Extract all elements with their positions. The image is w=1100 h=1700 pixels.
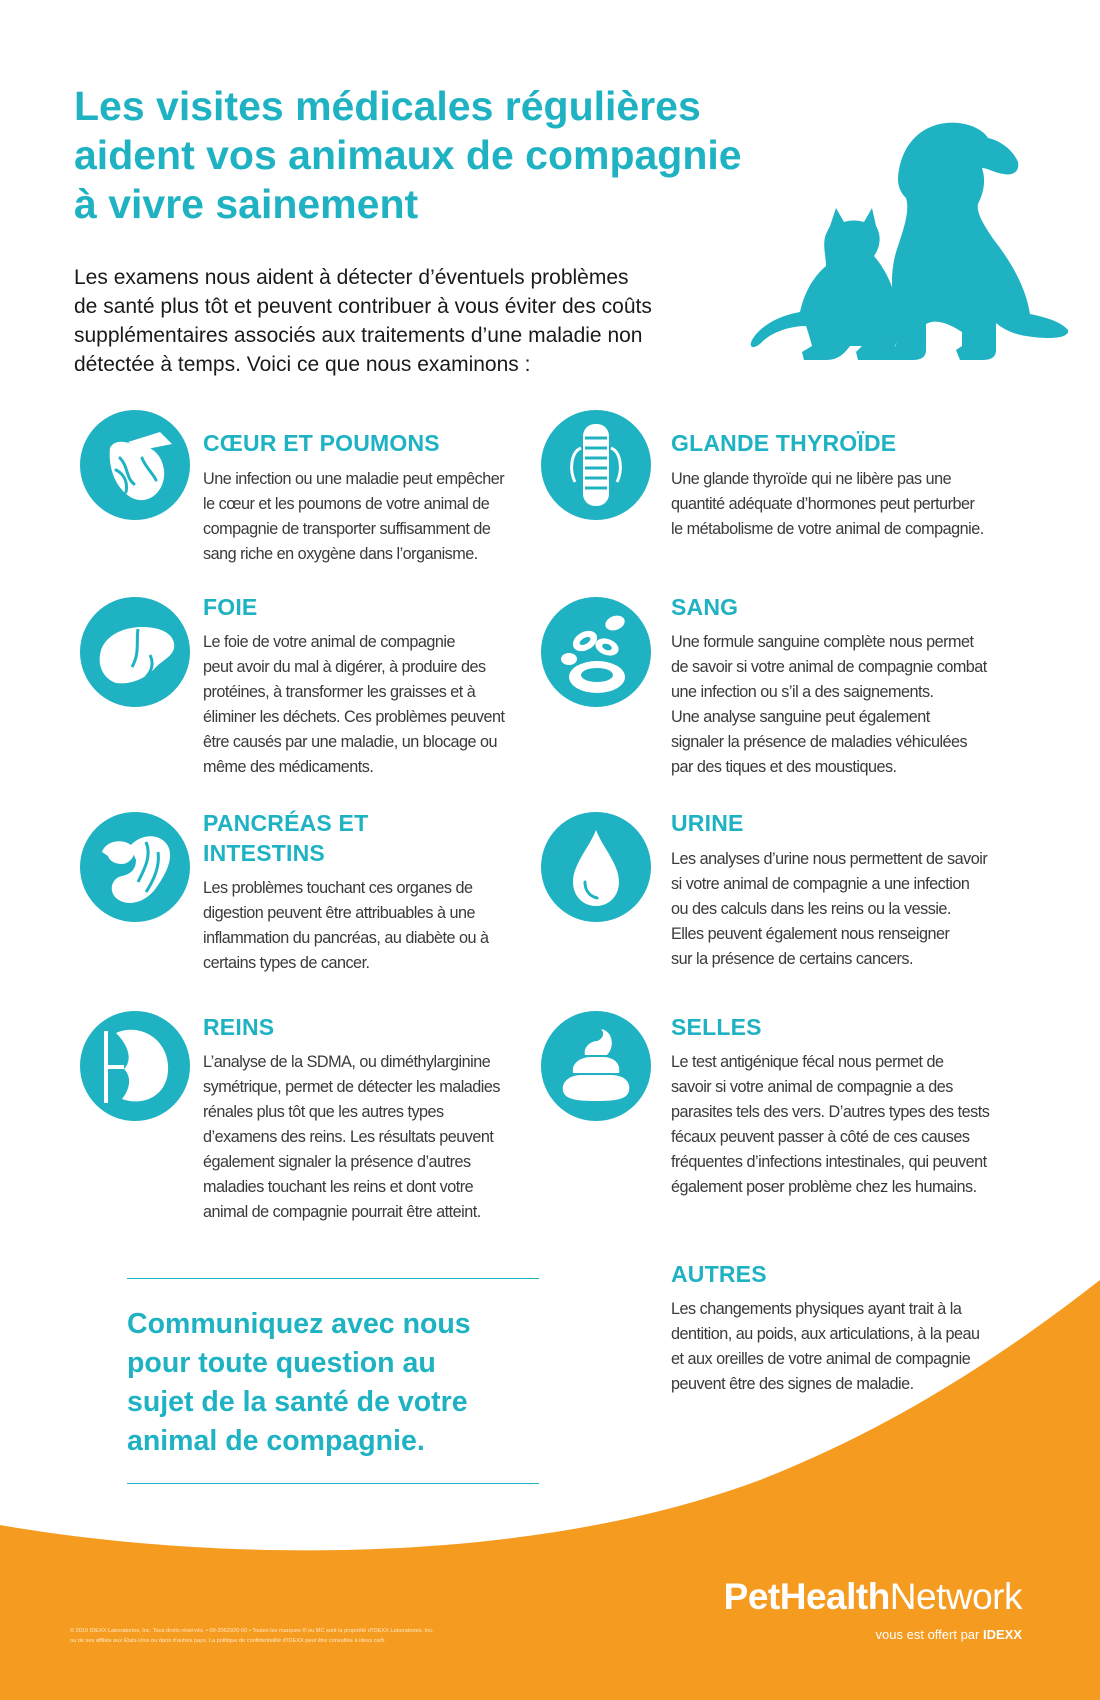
liver-icon xyxy=(80,597,190,707)
section-body-kidney: L’analyse de la SDMA, ou diméthylarginine symétrique, permet de détecter les maladies rénales plus tôt que les autres types d’examens des reins. Les résultats peuvent également signaler la présence d’autres maladies touchant les reins et dont votre animal de compagnie pourrait être atteint. xyxy=(203,1053,501,1221)
section-title-thyroid: GLANDE THYROÏDE xyxy=(671,430,897,456)
section-body-stool: Le test antigénique fécal nous permet de savoir si votre animal de compagnie a des parasites tels des vers. D’autres types des tests fécaux peuvent passer à côté de ces causes fréquentes d’infections intestinales, qui peuvent également poser problème chez les humains. xyxy=(671,1053,990,1196)
section-title-urine: URINE xyxy=(671,810,744,836)
legal-notice: © 2019 IDEXX Laboratories, Inc. Tous droits réservés. • 09-2062920-00 • Toutes les marques ® ou MC sont la propriété d’IDEXX Laboratories, Inc. ou de ses affiliés aux États-Unis ou dans d’autres pays. La politique de confidentialité d’IDEXX peut être consultée à idexx.ca/fr. xyxy=(70,1628,434,1644)
section-body-other: Les changements physiques ayant trait à la dentition, au poids, aux articulations, à la peau et aux oreilles de votre animal de compagnie peuvent être des signes de maladie. xyxy=(671,1300,980,1393)
section-title-pancreas: PANCRÉAS ET INTESTINS xyxy=(203,810,369,866)
divider-bottom xyxy=(127,1483,539,1484)
heart-lungs-icon xyxy=(80,410,190,520)
contact-callout: Communiquez avec nous pour toute question au sujet de la santé de votre animal de compagnie. xyxy=(127,1308,471,1457)
blood-cells-icon xyxy=(541,597,651,707)
section-title-other: AUTRES xyxy=(671,1261,767,1287)
section-body-blood: Une formule sanguine complète nous permet de savoir si votre animal de compagnie combat une infection ou s’il a des saignements. Une analyse sanguine peut également signaler la présence de maladies véhiculées par des tiques et des moustiques. xyxy=(671,633,987,776)
section-title-blood: SANG xyxy=(671,594,739,620)
section-body-liver: Le foie de votre animal de compagnie peut avoir du mal à digérer, à produire des protéines, à transformer les graisses et à éliminer les déchets. Ces problèmes peuvent être causés par une maladie, un blocage ou même des médicaments. xyxy=(203,633,505,776)
stool-icon xyxy=(541,1011,651,1121)
drop-icon xyxy=(541,812,651,922)
kidney-icon xyxy=(80,1011,190,1121)
section-body-heart: Une infection ou une maladie peut empêcher le cœur et les poumons de votre animal de compagnie de transporter suffisamment de sang riche en oxygène dans l’organisme. xyxy=(203,470,505,563)
divider-top xyxy=(127,1278,539,1279)
section-title-heart: CŒUR ET POUMONS xyxy=(203,430,440,456)
section-body-urine: Les analyses d’urine nous permettent de savoir si votre animal de compagnie a une infection ou des calculs dans les reins ou la vessie. Elles peuvent également nous renseigner sur la présence de certains cancers. xyxy=(671,850,988,968)
section-title-kidney: REINS xyxy=(203,1014,275,1040)
section-body-thyroid: Une glande thyroïde qui ne libère pas une quantité adéquate d’hormones peut perturber le métabolisme de votre animal de compagnie. xyxy=(671,470,984,538)
section-body-pancreas: Les problèmes touchant ces organes de digestion peuvent être attribuables à une inflammation du pancréas, au diabète ou à certains types de cancer. xyxy=(203,879,489,972)
page-title: Les visites médicales régulières aident vos animaux de compagnie à vivre sainement xyxy=(74,83,742,227)
thyroid-icon xyxy=(541,410,651,520)
dog-and-cat-silhouette-icon xyxy=(750,118,1070,363)
intro-paragraph: Les examens nous aident à détecter d’éventuels problèmes de santé plus tôt et peuvent contribuer à vous éviter des coûts supplémentaires associés aux traitements d’une maladie non détectée à temps. Voici ce que nous examinons : xyxy=(74,266,652,376)
intestines-icon xyxy=(80,812,190,922)
brand-logo: PetHealthNetwork xyxy=(723,1576,1022,1617)
section-title-stool: SELLES xyxy=(671,1014,762,1040)
section-title-liver: FOIE xyxy=(203,594,258,620)
brand-tagline: vous est offert par IDEXX xyxy=(875,1627,1022,1642)
